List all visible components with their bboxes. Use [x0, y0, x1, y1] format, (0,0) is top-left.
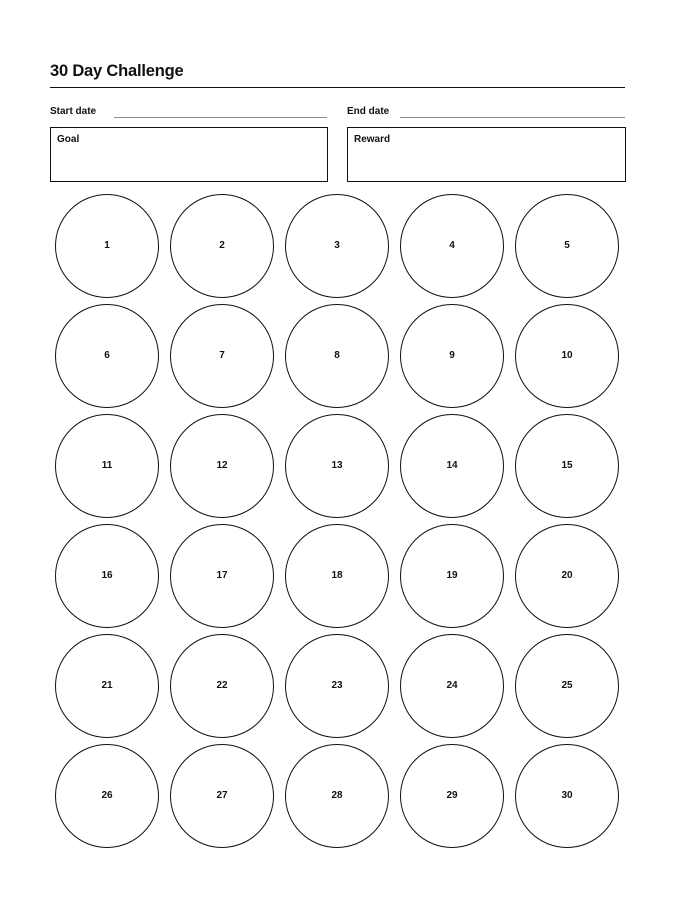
day-circle[interactable]	[400, 744, 504, 848]
day-circle[interactable]	[55, 304, 159, 408]
day-circle[interactable]	[285, 304, 389, 408]
day-circle[interactable]	[515, 744, 619, 848]
day-number: 4	[449, 240, 455, 251]
title-divider	[50, 87, 625, 88]
reward-box[interactable]	[347, 127, 626, 182]
day-number: 24	[446, 680, 458, 691]
day-number: 12	[216, 460, 228, 471]
day-circle[interactable]	[400, 194, 504, 298]
day-number: 17	[216, 570, 228, 581]
start-date-field[interactable]	[114, 117, 327, 118]
day-number: 13	[331, 460, 343, 471]
day-number: 2	[219, 240, 225, 251]
day-number: 1	[104, 240, 110, 251]
day-tracker-grid	[55, 194, 620, 848]
day-circle[interactable]	[400, 414, 504, 518]
reward-label: Reward	[354, 134, 391, 145]
day-circle[interactable]	[285, 414, 389, 518]
page-title: 30 Day Challenge	[50, 62, 184, 80]
day-number: 8	[334, 350, 340, 361]
day-circle[interactable]	[400, 524, 504, 628]
day-circle[interactable]	[55, 634, 159, 738]
day-circle[interactable]	[170, 304, 274, 408]
day-number: 18	[331, 570, 343, 581]
day-number: 26	[101, 790, 113, 801]
day-circle[interactable]	[170, 744, 274, 848]
day-number: 22	[216, 680, 228, 691]
day-circle[interactable]	[515, 634, 619, 738]
day-circle[interactable]	[55, 744, 159, 848]
day-circle[interactable]	[285, 524, 389, 628]
day-circle[interactable]	[400, 304, 504, 408]
day-circle[interactable]	[170, 414, 274, 518]
day-circle[interactable]	[400, 634, 504, 738]
day-number: 6	[104, 350, 110, 361]
day-number: 5	[564, 240, 570, 251]
day-number: 3	[334, 240, 340, 251]
day-circle[interactable]	[55, 194, 159, 298]
day-number: 15	[561, 460, 573, 471]
day-number: 19	[446, 570, 458, 581]
day-circle[interactable]	[285, 194, 389, 298]
day-number: 16	[101, 570, 113, 581]
day-circle[interactable]	[285, 744, 389, 848]
day-number: 21	[101, 680, 113, 691]
day-number: 23	[331, 680, 343, 691]
day-number: 30	[561, 790, 573, 801]
day-number: 14	[446, 460, 458, 471]
day-circle[interactable]	[170, 524, 274, 628]
day-circle[interactable]	[55, 524, 159, 628]
day-number: 29	[446, 790, 458, 801]
day-circle[interactable]	[55, 414, 159, 518]
goal-label: Goal	[57, 134, 80, 145]
day-number: 25	[561, 680, 573, 691]
day-circle[interactable]	[515, 194, 619, 298]
day-circle[interactable]	[515, 524, 619, 628]
day-circle[interactable]	[515, 304, 619, 408]
day-circle[interactable]	[170, 634, 274, 738]
start-date-label: Start date	[50, 106, 97, 117]
day-circle[interactable]	[170, 194, 274, 298]
end-date-field[interactable]	[400, 117, 625, 118]
day-number: 28	[331, 790, 343, 801]
goal-box[interactable]	[50, 127, 328, 182]
end-date-label: End date	[347, 106, 390, 117]
day-circle[interactable]	[285, 634, 389, 738]
day-circle[interactable]	[515, 414, 619, 518]
day-number: 9	[449, 350, 455, 361]
day-number: 7	[219, 350, 225, 361]
day-number: 11	[101, 460, 113, 471]
day-number: 10	[561, 350, 573, 361]
day-number: 27	[216, 790, 228, 801]
day-number: 20	[561, 570, 573, 581]
